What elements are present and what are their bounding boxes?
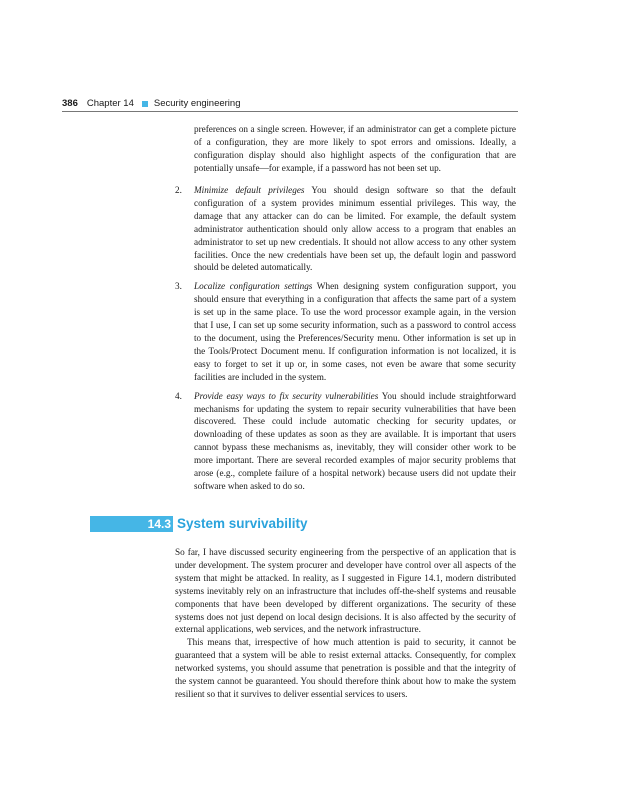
list-item: [175, 390, 516, 493]
numbered-list: [175, 184, 516, 499]
section-paragraph: So far, I have discussed security engineering from the perspective of an application that is under development. The system procurer and developer have control over all aspects of the system that might be attacked. In reality, as I suggested in Figure 14.1, modern distributed systems inevitably rely on an infrastructure that includes off-the-shelf systems and reusable components that have been developed by different organizations. The security of these systems does not just depend on local design decisions. It is also affected by the security of external applications, web services, and the network infrastructure.: [175, 547, 516, 635]
list-item-number: 3.: [175, 281, 182, 292]
section-title: System survivability: [177, 516, 308, 531]
list-item: [175, 184, 516, 274]
list-item-body: [194, 280, 516, 383]
list-item: [175, 280, 516, 383]
list-item-number: 4.: [175, 390, 182, 401]
list-item-body: [194, 184, 516, 274]
list-item-lead: Minimize default privileges: [194, 185, 305, 195]
section-paragraph: This means that, irrespective of how much attention is paid to security, it cannot be guaranteed that a system will be able to resist external attacks. Consequently, for complex networked systems, you should assume that penetration is possible and that the integrity of the system cannot be guaranteed. You should therefore think about how to make the system resilient so that it survives to deliver essential services to users.: [175, 637, 516, 699]
list-item-text: You should include straightforward mechanisms for updating the system to repair security vulnerabilities that have been discovered. These could include automatic checking for security updates, or downloading of these updates as soon as they are available. It is important that users cannot bypass these mechanisms as, inevitably, they will consider other work to be more important. There are several recorded examples of major security problems that arose (e.g., complete failure of a hospital network) because users did not update their software when asked to do so.: [194, 390, 516, 491]
list-item-text: When designing system configuration support, you should ensure that everything in a configuration that affects the same part of a system is set up in the same place. To use the word processor example again, in the version that I use, I can set up some security information, such as a password to control access to the document, using the Preferences/Security menu. Other information is set up in the Tools/Protect Document menu. If configuration information is not localized, it is easy to forget to set it up or, in some cases, not even be aware that some security facilities are included in the system.: [194, 281, 517, 382]
list-item-lead: Provide easy ways to fix security vulnerabilities: [194, 390, 379, 401]
section-body: [175, 546, 516, 701]
chapter-label: Chapter 14: [86, 98, 134, 109]
intro-paragraph: preferences on a single screen. However, if an administrator can get a complete picture of a configuration, they are more likely to spot errors and omissions. Ideally, a configuration display should also highlight aspects of the configuration that are potentially unsafe—for example, if a password has not been set up.: [194, 124, 516, 173]
header-divider: [62, 111, 518, 112]
list-item-lead: Localize configuration settings: [194, 281, 313, 292]
header-square-icon: [142, 101, 148, 107]
list-item-body: [194, 390, 516, 493]
list-item-text: You should design software so that the default configuration of a system provides minimum essential privileges. This way, the damage that any attacker can do can be limited. For example, the default system administrator authentication should only allow access to a program that enables an administrator to set up new credentials. It should not allow access to any other system facilities. Once the new credentials have been set up, the default login and password should be deleted automatically.: [194, 185, 516, 273]
list-item-number: 2.: [175, 185, 182, 195]
page-number: 386: [62, 98, 78, 109]
section-label: Security engineering: [153, 98, 241, 109]
running-header: [62, 96, 518, 112]
section-number: 14.3: [147, 517, 171, 531]
